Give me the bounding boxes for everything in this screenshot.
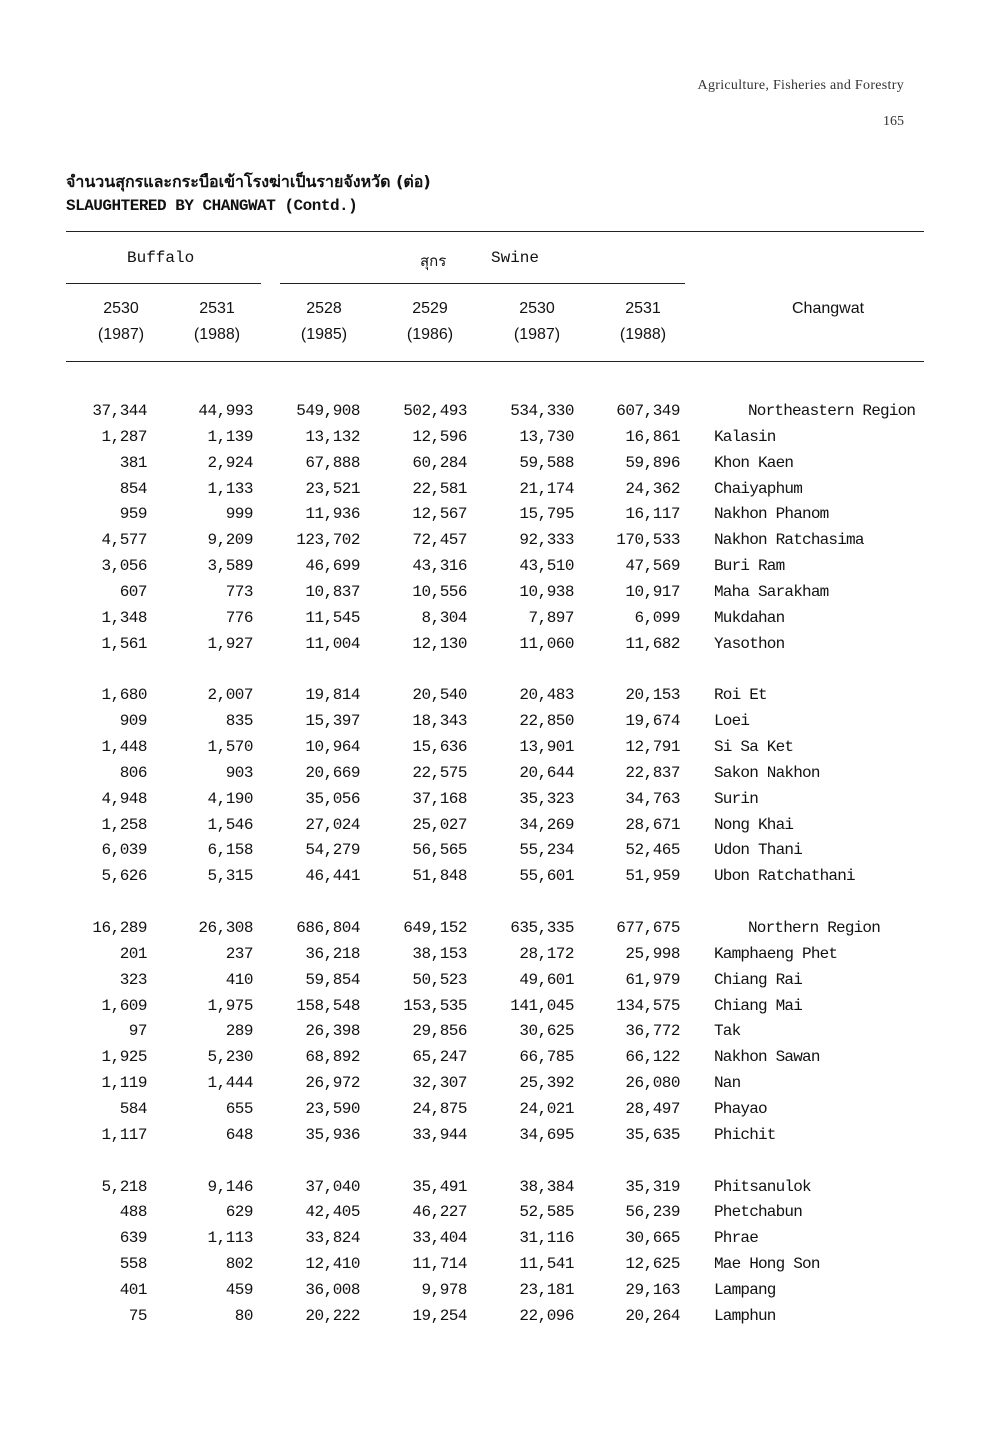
table-cell: 410 (225, 970, 253, 989)
table-cell: 24,362 (625, 479, 680, 498)
table-title-english: SLAUGHTERED BY CHANGWAT (Contd.) (66, 197, 358, 215)
table-cell: 26,308 (198, 919, 253, 937)
table-cell: 773 (225, 582, 253, 601)
table-cell: 46,699 (305, 557, 360, 576)
table-cell: 1,448 (101, 738, 147, 757)
table-cell: 1,113 (207, 1229, 253, 1248)
table-cell: 33,944 (412, 1125, 467, 1144)
table-cell: 11,004 (305, 634, 360, 653)
table-cell: 237 (225, 944, 253, 963)
table-cell: 141,045 (510, 996, 574, 1015)
table-cell: 9,978 (421, 1280, 467, 1299)
table-cell: 12,596 (412, 427, 467, 446)
table-cell: 23,521 (305, 479, 360, 498)
table-cell: 92,333 (519, 531, 574, 550)
table-cell: 20,153 (625, 686, 680, 705)
table-cell: 20,483 (519, 686, 574, 705)
table-cell: 9,146 (207, 1177, 253, 1196)
table-cell: 51,959 (625, 867, 680, 886)
table-cell: 59,854 (305, 970, 360, 989)
region-name: Northeastern Region (748, 402, 916, 420)
table-cell: 5,218 (101, 1177, 147, 1196)
table-cell: 401 (119, 1280, 147, 1299)
table-cell: 26,080 (625, 1074, 680, 1093)
table-cell: 19,814 (305, 686, 360, 705)
table-cell: 59,896 (625, 453, 680, 472)
table-cell: 34,763 (625, 789, 680, 808)
table-cell: 35,323 (519, 789, 574, 808)
table-cell: 2,924 (207, 453, 253, 472)
changwat-name: Mae Hong Son (714, 1255, 820, 1274)
table-cell: 26,398 (305, 1022, 360, 1041)
table-cell: 66,122 (625, 1048, 680, 1067)
table-cell: 43,510 (519, 557, 574, 576)
table-cell: 34,269 (519, 815, 574, 834)
table-cell: 9,209 (207, 531, 253, 550)
table-cell: 10,917 (625, 582, 680, 601)
table-cell: 11,545 (305, 608, 360, 627)
table-cell: 18,343 (412, 712, 467, 731)
changwat-name: Phetchabun (714, 1203, 803, 1222)
column-year-ce: (1987) (513, 326, 561, 343)
table-cell: 584 (119, 1099, 147, 1118)
table-cell: 635,335 (510, 919, 574, 937)
table-cell: 34,695 (519, 1125, 574, 1144)
table-cell: 12,625 (625, 1255, 680, 1274)
table-cell: 42,405 (305, 1203, 360, 1222)
table-cell: 46,441 (305, 867, 360, 886)
table-cell: 22,837 (625, 763, 680, 782)
table-cell: 607 (119, 582, 147, 601)
table-cell: 37,040 (305, 1177, 360, 1196)
column-year: 2529 (412, 300, 448, 317)
table-cell: 59,588 (519, 453, 574, 472)
table-cell: 30,665 (625, 1229, 680, 1248)
changwat-name: Tak (714, 1022, 741, 1041)
header-bottom-rule (66, 361, 924, 362)
changwat-name: Loei (714, 712, 750, 731)
table-cell: 16,289 (92, 919, 147, 937)
changwat-name: Maha Sarakham (714, 582, 829, 601)
table-cell: 16,861 (625, 427, 680, 446)
table-cell: 26,972 (305, 1074, 360, 1093)
table-cell: 201 (119, 944, 147, 963)
changwat-name: Roi Et (714, 686, 767, 705)
changwat-name: Surin (714, 789, 759, 808)
table-cell: 44,993 (198, 402, 253, 420)
table-cell: 35,491 (412, 1177, 467, 1196)
table-cell: 36,218 (305, 944, 360, 963)
changwat-name: Kamphaeng Phet (714, 944, 838, 963)
table-cell: 23,181 (519, 1280, 574, 1299)
table-cell: 13,132 (305, 427, 360, 446)
table-cell: 24,875 (412, 1099, 467, 1118)
group-header-swine-thai: สุกร (420, 252, 447, 270)
table-cell: 33,404 (412, 1229, 467, 1248)
page-number: 165 (883, 114, 904, 129)
table-cell: 35,319 (625, 1177, 680, 1196)
changwat-name: Lampang (714, 1280, 776, 1299)
top-rule (66, 231, 924, 232)
table-cell: 28,497 (625, 1099, 680, 1118)
table-cell: 20,264 (625, 1306, 680, 1325)
table-cell: 8,304 (421, 608, 467, 627)
changwat-name: Lamphun (714, 1306, 776, 1325)
table-cell: 12,130 (412, 634, 467, 653)
table-cell: 29,856 (412, 1022, 467, 1041)
changwat-name: Chaiyaphum (714, 479, 803, 498)
table-cell: 97 (128, 1022, 147, 1041)
table-cell: 50,523 (412, 970, 467, 989)
column-year: 2531 (625, 300, 661, 317)
table-cell: 80 (234, 1306, 253, 1325)
table-cell: 68,892 (305, 1048, 360, 1067)
table-cell: 25,998 (625, 944, 680, 963)
column-year-ce: (1988) (619, 326, 667, 343)
table-cell: 55,234 (519, 841, 574, 860)
table-cell: 6,099 (634, 608, 680, 627)
table-cell: 806 (119, 763, 147, 782)
column-year: 2531 (199, 300, 235, 317)
table-cell: 558 (119, 1255, 147, 1274)
region-name: Northern Region (748, 919, 881, 937)
changwat-name: Chiang Rai (714, 970, 803, 989)
table-cell: 12,791 (625, 738, 680, 757)
changwat-name: Phitsanulok (714, 1177, 811, 1196)
table-cell: 6,039 (101, 841, 147, 860)
table-cell: 11,060 (519, 634, 574, 653)
table-cell: 61,979 (625, 970, 680, 989)
table-cell: 12,410 (305, 1255, 360, 1274)
table-cell: 1,609 (101, 996, 147, 1015)
table-cell: 629 (225, 1203, 253, 1222)
changwat-header: Changwat (792, 300, 865, 317)
table-cell: 3,056 (101, 557, 147, 576)
changwat-name: Phichit (714, 1125, 776, 1144)
table-cell: 1,444 (207, 1074, 253, 1093)
table-cell: 36,008 (305, 1280, 360, 1299)
table-cell: 46,227 (412, 1203, 467, 1222)
changwat-name: Yasothon (714, 634, 785, 653)
table-cell: 999 (225, 505, 253, 524)
table-cell: 123,702 (296, 531, 360, 550)
table-cell: 30,625 (519, 1022, 574, 1041)
table-cell: 28,671 (625, 815, 680, 834)
table-cell: 1,348 (101, 608, 147, 627)
table-cell: 549,908 (296, 402, 360, 420)
table-cell: 655 (225, 1099, 253, 1118)
group-header-buffalo: Buffalo (127, 249, 195, 267)
table-cell: 56,565 (412, 841, 467, 860)
table-cell: 903 (225, 763, 253, 782)
table-cell: 27,024 (305, 815, 360, 834)
changwat-name: Phrae (714, 1229, 759, 1248)
table-cell: 10,556 (412, 582, 467, 601)
table-cell: 4,948 (101, 789, 147, 808)
table-cell: 22,581 (412, 479, 467, 498)
table-cell: 11,714 (412, 1255, 467, 1274)
table-cell: 170,533 (616, 531, 680, 550)
table-cell: 56,239 (625, 1203, 680, 1222)
changwat-name: Nong Khai (714, 815, 794, 834)
table-cell: 43,316 (412, 557, 467, 576)
table-cell: 3,589 (207, 557, 253, 576)
table-cell: 1,139 (207, 427, 253, 446)
table-title-thai: จำนวนสุกรและกระบือเข้าโรงฆ่าเป็นรายจังหวัด (ต่อ) (66, 172, 431, 191)
table-cell: 13,901 (519, 738, 574, 757)
changwat-name: Buri Ram (714, 557, 785, 576)
table-cell: 11,682 (625, 634, 680, 653)
table-cell: 1,117 (101, 1125, 147, 1144)
table-cell: 37,168 (412, 789, 467, 808)
table-cell: 1,680 (101, 686, 147, 705)
table-cell: 686,804 (296, 919, 360, 937)
table-cell: 12,567 (412, 505, 467, 524)
table-cell: 5,626 (101, 867, 147, 886)
table-cell: 648 (225, 1125, 253, 1144)
table-cell: 24,021 (519, 1099, 574, 1118)
table-cell: 1,287 (101, 427, 147, 446)
table-cell: 38,384 (519, 1177, 574, 1196)
table-cell: 32,307 (412, 1074, 467, 1093)
table-cell: 158,548 (296, 996, 360, 1015)
table-cell: 1,258 (101, 815, 147, 834)
table-cell: 47,569 (625, 557, 680, 576)
table-cell: 502,493 (403, 402, 467, 420)
changwat-name: Phayao (714, 1099, 767, 1118)
table-cell: 7,897 (528, 608, 574, 627)
table-cell: 1,975 (207, 996, 253, 1015)
table-cell: 649,152 (403, 919, 467, 937)
table-cell: 23,590 (305, 1099, 360, 1118)
table-cell: 323 (119, 970, 147, 989)
table-cell: 36,772 (625, 1022, 680, 1041)
table-cell: 38,153 (412, 944, 467, 963)
table-cell: 37,344 (92, 402, 147, 420)
table-cell: 1,546 (207, 815, 253, 834)
table-cell: 29,163 (625, 1280, 680, 1299)
changwat-name: Nakhon Sawan (714, 1048, 820, 1067)
table-cell: 1,561 (101, 634, 147, 653)
table-cell: 33,824 (305, 1229, 360, 1248)
table-cell: 1,570 (207, 738, 253, 757)
table-cell: 488 (119, 1203, 147, 1222)
column-year: 2528 (306, 300, 342, 317)
table-cell: 134,575 (616, 996, 680, 1015)
table-cell: 802 (225, 1255, 253, 1274)
table-cell: 52,585 (519, 1203, 574, 1222)
table-cell: 22,575 (412, 763, 467, 782)
table-cell: 22,096 (519, 1306, 574, 1325)
column-year-ce: (1988) (193, 326, 241, 343)
changwat-name: Nan (714, 1074, 741, 1093)
table-cell: 639 (119, 1229, 147, 1248)
table-cell: 11,541 (519, 1255, 574, 1274)
table-cell: 381 (119, 453, 147, 472)
changwat-name: Kalasin (714, 427, 776, 446)
column-year-ce: (1985) (300, 326, 348, 343)
changwat-name: Mukdahan (714, 608, 785, 627)
table-cell: 15,636 (412, 738, 467, 757)
table-cell: 153,535 (403, 996, 467, 1015)
table-cell: 35,936 (305, 1125, 360, 1144)
table-cell: 67,888 (305, 453, 360, 472)
table-cell: 21,174 (519, 479, 574, 498)
changwat-name: Chiang Mai (714, 996, 803, 1015)
table-cell: 20,669 (305, 763, 360, 782)
table-cell: 1,133 (207, 479, 253, 498)
table-cell: 1,925 (101, 1048, 147, 1067)
table-cell: 51,848 (412, 867, 467, 886)
table-cell: 19,674 (625, 712, 680, 731)
table-cell: 49,601 (519, 970, 574, 989)
changwat-name: Nakhon Ratchasima (714, 531, 864, 550)
table-cell: 31,116 (519, 1229, 574, 1248)
table-cell: 6,158 (207, 841, 253, 860)
table-cell: 72,457 (412, 531, 467, 550)
column-year-ce: (1986) (406, 326, 454, 343)
table-cell: 65,247 (412, 1048, 467, 1067)
column-year-ce: (1987) (97, 326, 145, 343)
table-cell: 16,117 (625, 505, 680, 524)
table-cell: 55,601 (519, 867, 574, 886)
table-cell: 10,938 (519, 582, 574, 601)
table-cell: 1,927 (207, 634, 253, 653)
table-cell: 10,837 (305, 582, 360, 601)
table-cell: 2,007 (207, 686, 253, 705)
table-cell: 677,675 (616, 919, 680, 937)
table-cell: 20,644 (519, 763, 574, 782)
column-year: 2530 (103, 300, 139, 317)
running-head: Agriculture, Fisheries and Forestry (697, 78, 904, 93)
buffalo-group-rule (66, 283, 261, 284)
table-cell: 4,190 (207, 789, 253, 808)
table-cell: 35,056 (305, 789, 360, 808)
table-cell: 52,465 (625, 841, 680, 860)
table-cell: 289 (225, 1022, 253, 1041)
table-cell: 835 (225, 712, 253, 731)
changwat-name: Ubon Ratchathani (714, 867, 855, 886)
changwat-name: Si Sa Ket (714, 738, 794, 757)
table-cell: 20,540 (412, 686, 467, 705)
swine-group-rule (280, 283, 685, 284)
column-year: 2530 (519, 300, 555, 317)
group-header-swine: Swine (491, 249, 540, 267)
table-cell: 75 (128, 1306, 147, 1325)
table-cell: 854 (119, 479, 147, 498)
table-cell: 776 (225, 608, 253, 627)
changwat-name: Udon Thani (714, 841, 803, 860)
table-cell: 909 (119, 712, 147, 731)
table-cell: 15,795 (519, 505, 574, 524)
table-cell: 459 (225, 1280, 253, 1299)
table-cell: 20,222 (305, 1306, 360, 1325)
changwat-name: Sakon Nakhon (714, 763, 820, 782)
table-cell: 4,577 (101, 531, 147, 550)
table-cell: 5,230 (207, 1048, 253, 1067)
table-cell: 66,785 (519, 1048, 574, 1067)
table-cell: 25,027 (412, 815, 467, 834)
table-cell: 60,284 (412, 453, 467, 472)
table-cell: 959 (119, 505, 147, 524)
table-cell: 28,172 (519, 944, 574, 963)
changwat-name: Khon Kaen (714, 453, 794, 472)
table-cell: 5,315 (207, 867, 253, 886)
table-cell: 22,850 (519, 712, 574, 731)
table-cell: 534,330 (510, 402, 574, 420)
table-cell: 607,349 (616, 402, 680, 420)
table-cell: 19,254 (412, 1306, 467, 1325)
table-cell: 54,279 (305, 841, 360, 860)
table-cell: 1,119 (101, 1074, 147, 1093)
table-cell: 11,936 (305, 505, 360, 524)
table-cell: 13,730 (519, 427, 574, 446)
table-cell: 35,635 (625, 1125, 680, 1144)
table-cell: 10,964 (305, 738, 360, 757)
table-cell: 25,392 (519, 1074, 574, 1093)
table-cell: 15,397 (305, 712, 360, 731)
changwat-name: Nakhon Phanom (714, 505, 829, 524)
